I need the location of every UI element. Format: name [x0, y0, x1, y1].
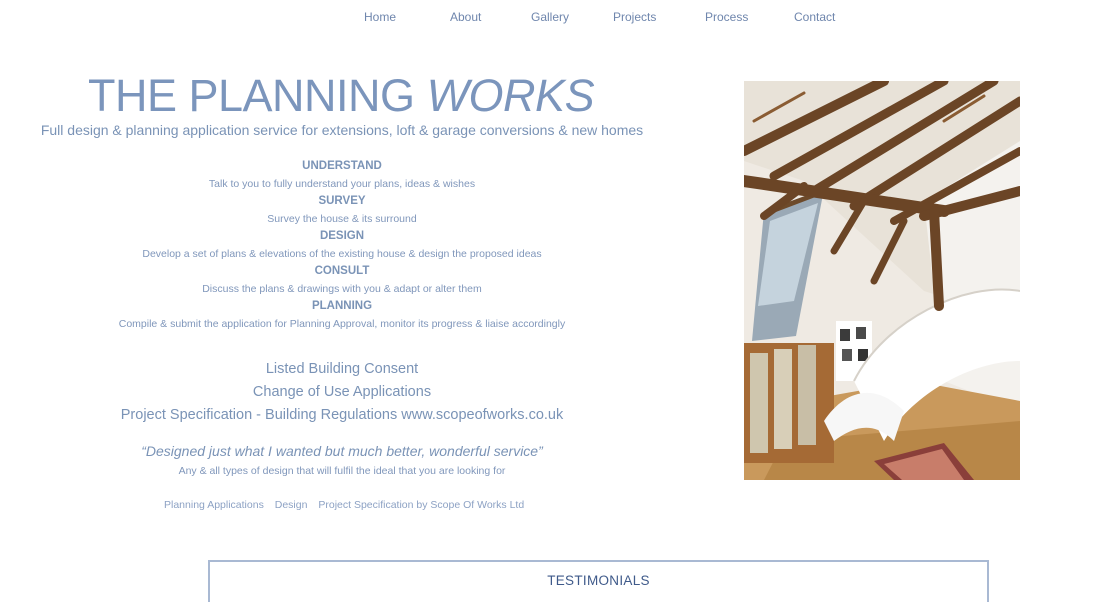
step-desc-consult: Discuss the plans & drawings with you & adapt or alter them: [202, 283, 482, 295]
step-title-design: DESIGN: [319, 230, 365, 242]
quote-subtext: Any & all types of design that will fulfil the ideal that you are looking for: [178, 465, 506, 477]
scopeofworks-link[interactable]: www.scopeofworks.co.uk: [401, 407, 564, 423]
step-title-consult: CONSULT: [314, 265, 370, 277]
process-steps: [0, 158, 684, 333]
step-desc-understand: Talk to you to fully understand your plans, ideas & wishes: [208, 178, 476, 190]
testimonials-title: TESTIMONIALS: [547, 573, 650, 588]
service-project-spec-label: Project Specification - Building Regulations: [120, 407, 402, 423]
footer-link-design[interactable]: Design: [274, 499, 308, 511]
nav-home[interactable]: Home: [364, 10, 397, 24]
footer-link-planning-applications[interactable]: Planning Applications: [164, 499, 264, 511]
step-title-understand: UNDERSTAND: [302, 160, 382, 172]
footer-link-project-specification[interactable]: Project Specification by Scope Of Works Ltd: [318, 499, 525, 511]
services-list: [0, 358, 684, 427]
step-desc-planning: Compile & submit the application for Planning Approval, monitor its progress & liaise accordingly: [118, 318, 566, 330]
step-desc-design: Develop a set of plans & elevations of the existing house & design the proposed ideas: [142, 248, 542, 260]
step-title-planning: PLANNING: [311, 300, 373, 312]
nav-gallery[interactable]: Gallery: [531, 10, 570, 24]
site-title-main: THE PLANNING: [88, 70, 415, 121]
nav-contact[interactable]: Contact: [794, 10, 836, 24]
site-title: [88, 70, 594, 122]
footer-links: [164, 499, 532, 511]
testimonial-quote: “Designed just what I wanted but much better, wonderful service”: [141, 443, 543, 459]
nav-about[interactable]: About: [450, 10, 482, 24]
step-title-survey: SURVEY: [318, 195, 366, 207]
nav-projects[interactable]: Projects: [613, 10, 657, 24]
tagline: Full design & planning application service for extensions, loft & garage conversions & new homes: [40, 122, 644, 138]
service-project-spec: [0, 404, 684, 427]
site-title-accent: WORKS: [426, 70, 595, 121]
nav-process[interactable]: Process: [705, 10, 749, 24]
step-desc-survey: Survey the house & its surround: [267, 213, 417, 225]
main-nav: [0, 10, 1120, 30]
testimonials-section: [208, 560, 989, 602]
service-change-of-use: Change of Use Applications: [252, 384, 432, 400]
loft-interior-photo: [744, 81, 1020, 480]
service-listed-building: Listed Building Consent: [265, 361, 419, 377]
